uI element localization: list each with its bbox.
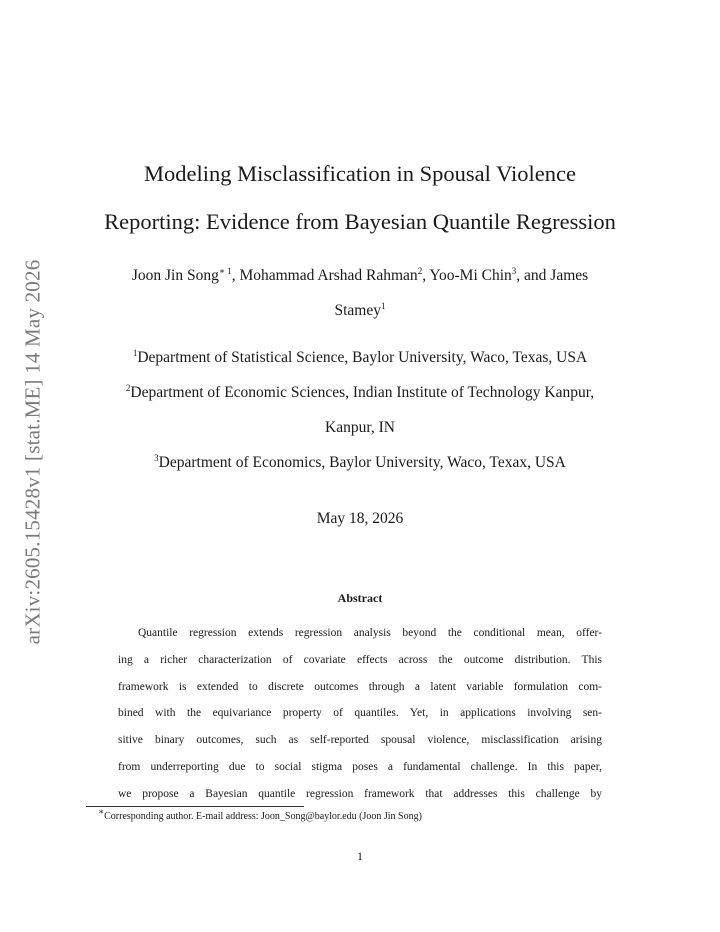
page-number: 1: [357, 849, 363, 863]
abstract-line: bined with the equivariance property of quantiles. Yet, in applications involving sen-: [118, 707, 602, 720]
author-list: [70, 258, 650, 328]
author-mark: 3: [511, 265, 517, 276]
author-name: , Yoo-Mi Chin: [422, 267, 512, 284]
affiliation-mark: 3: [154, 452, 159, 463]
affiliation-mark: 1: [132, 347, 138, 358]
author-mark: 1: [381, 300, 386, 311]
affiliation-1: [70, 340, 650, 375]
affiliation-text: Department of Statistical Science, Baylor University, Waco, Texas, USA: [137, 349, 588, 366]
abstract-line: sitive binary outcomes, such as self-reported spousal violence, misclassification arising: [118, 734, 602, 747]
abstract-line: framework is extended to discrete outcomes through a latent variable formulation com-: [118, 680, 602, 693]
paper-date: May 18, 2026: [316, 510, 404, 527]
footnote-text: Corresponding author. E-mail address: Joon_Song@baylor.edu (Joon Jin Song): [104, 811, 422, 822]
affiliation-2: [70, 375, 650, 445]
affiliation-text: Department of Economic Sciences, Indian Institute of Technology Kanpur,: [130, 384, 595, 401]
affiliation-text: Department of Economics, Baylor University, Waco, Texax, USA: [158, 454, 566, 471]
title-line-1: Modeling Misclassification in Spousal Violence: [144, 161, 576, 186]
abstract-body: [118, 620, 602, 808]
abstract-line: Quantile regression extends regression analysis beyond the conditional mean, offer-: [138, 627, 602, 639]
abstract-line: we propose a Bayesian quantile regression framework that addresses this challenge by: [118, 787, 602, 800]
footnote-mark: ∗: [98, 806, 105, 817]
abstract-heading: Abstract: [337, 591, 383, 605]
author-mark: 2: [417, 265, 423, 276]
title-line-2: Reporting: Evidence from Bayesian Quantile Regression: [104, 209, 616, 234]
author-name: , Mohammad Arshad Rahman: [231, 267, 418, 284]
abstract-line: from underreporting due to social stigma poses a fundamental challenge. In this paper,: [118, 760, 602, 773]
author-name: , and James: [516, 267, 589, 284]
footnote-divider: [86, 806, 304, 807]
author-name: Joon Jin Song: [131, 267, 219, 284]
affiliation-3: [70, 445, 650, 480]
affiliation-mark: 2: [125, 382, 131, 393]
footnote: [98, 806, 658, 824]
affiliation-text-cont: Kanpur, IN: [325, 419, 395, 436]
arxiv-identifier: arXiv:2605.15428v1 [stat.ME] 14 May 2026: [20, 259, 45, 645]
paper-title: [70, 150, 650, 246]
abstract-line: ing a richer characterization of covariate effects across the outcome distribution. This: [118, 653, 602, 666]
author-mark: ∗ 1: [218, 265, 232, 276]
author-name: Stamey: [334, 302, 381, 319]
